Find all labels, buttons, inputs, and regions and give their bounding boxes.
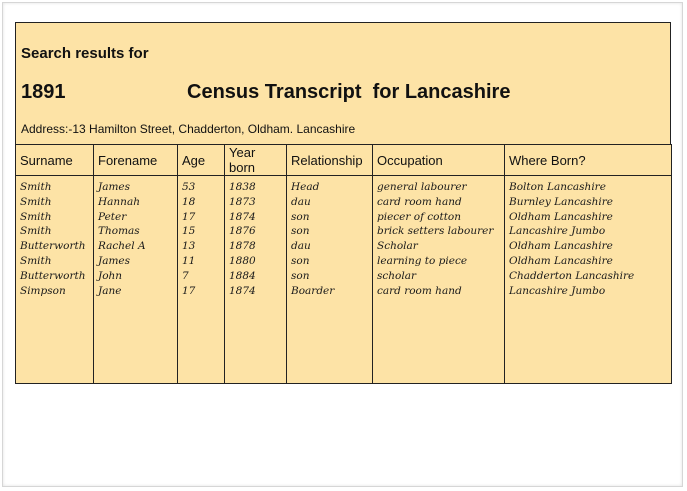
age-cell bbox=[178, 176, 225, 384]
table-cell-value: James bbox=[98, 254, 131, 267]
where-born-cell bbox=[505, 176, 672, 384]
table-cell-value: 1874 bbox=[229, 210, 256, 223]
table-cell-value: Simpson bbox=[20, 284, 66, 297]
page-title: Census Transcript for Lancashire bbox=[187, 81, 511, 103]
table-cell-value: son bbox=[291, 254, 310, 267]
census-table bbox=[15, 144, 672, 384]
table-body-row bbox=[16, 176, 672, 384]
column-header-occupation: Occupation bbox=[373, 145, 505, 176]
table-cell-value: Lancashire Jumbo bbox=[509, 225, 606, 238]
address-panel bbox=[15, 118, 671, 145]
address-text: Address:-13 Hamilton Street, Chadderton, Oldham. Lancashire bbox=[21, 122, 356, 136]
table-cell-value: Smith bbox=[20, 254, 52, 267]
table-cell-value: Butterworth bbox=[20, 269, 86, 282]
table-cell-value: card room hand bbox=[377, 195, 462, 208]
column-header-where-born: Where Born? bbox=[505, 145, 672, 176]
column-header-age: Age bbox=[178, 145, 225, 176]
table-cell-value: Oldham Lancashire bbox=[509, 254, 613, 267]
table-cell-value: Head bbox=[291, 181, 320, 193]
table-cell-value: son bbox=[291, 269, 310, 282]
table-cell-value: Oldham Lancashire bbox=[509, 210, 613, 223]
table-cell-value: 17 bbox=[182, 284, 196, 297]
table-cell-value: James bbox=[98, 181, 131, 193]
occupation-cell bbox=[373, 176, 505, 384]
table-cell-value: dau bbox=[291, 195, 311, 208]
table-cell-value: dau bbox=[291, 240, 311, 253]
table-cell-value: son bbox=[291, 225, 310, 238]
table-cell-value: 1884 bbox=[229, 269, 256, 282]
table-cell-value: 1874 bbox=[229, 284, 256, 297]
table-cell-value: Bolton Lancashire bbox=[509, 181, 606, 193]
table-cell-value: Jane bbox=[98, 284, 122, 297]
table-cell-value: Smith bbox=[20, 210, 52, 223]
table-cell-value: Rachel A bbox=[98, 240, 146, 253]
table-cell-value: 1873 bbox=[229, 195, 256, 208]
surname-cell bbox=[16, 176, 94, 384]
census-year: 1891 bbox=[21, 81, 66, 103]
table-cell-value: Smith bbox=[20, 225, 52, 238]
column-header-year-born: Year born bbox=[225, 145, 287, 176]
table-cell-value: Thomas bbox=[98, 225, 140, 238]
table-cell-value: son bbox=[291, 210, 310, 223]
table-cell-value: 1838 bbox=[229, 181, 256, 193]
table-cell-value: Chadderton Lancashire bbox=[509, 269, 635, 282]
table-cell-value: Peter bbox=[98, 210, 127, 223]
table-cell-value: scholar bbox=[377, 269, 416, 282]
table-cell-value: brick setters labourer bbox=[377, 225, 494, 238]
table-cell-value: card room hand bbox=[377, 284, 462, 297]
table-cell-value: Scholar bbox=[377, 240, 418, 253]
table-cell-value: Burnley Lancashire bbox=[509, 195, 613, 208]
table-cell-value: 15 bbox=[182, 225, 196, 238]
table-cell-value: 17 bbox=[182, 210, 196, 223]
table-cell-value: Hannah bbox=[98, 195, 140, 208]
forename-cell bbox=[94, 176, 178, 384]
table-cell-value: Smith bbox=[20, 195, 52, 208]
table-cell-value: 1878 bbox=[229, 240, 256, 253]
table-cell-value: 18 bbox=[182, 195, 196, 208]
column-header-relationship: Relationship bbox=[287, 145, 373, 176]
table-cell-value: 1880 bbox=[229, 254, 256, 267]
table-cell-value: Smith bbox=[20, 181, 52, 193]
table-cell-value: 11 bbox=[182, 254, 196, 267]
table-cell-value: Boarder bbox=[291, 284, 335, 297]
table-cell-value: 53 bbox=[182, 181, 196, 193]
column-header-forename: Forename bbox=[94, 145, 178, 176]
relationship-cell bbox=[287, 176, 373, 384]
table-header-row bbox=[16, 145, 672, 176]
table-cell-value: 7 bbox=[182, 269, 189, 282]
header-panel bbox=[15, 22, 671, 120]
table-cell-value: Lancashire Jumbo bbox=[509, 284, 606, 297]
table-cell-value: piecer of cotton bbox=[377, 210, 462, 223]
table-cell-value: 13 bbox=[182, 240, 196, 253]
table-cell-value: Oldham Lancashire bbox=[509, 240, 613, 253]
column-header-surname: Surname bbox=[16, 145, 94, 176]
search-results-label: Search results for bbox=[21, 45, 149, 62]
table-cell-value: Butterworth bbox=[20, 240, 86, 253]
table-cell-value: 1876 bbox=[229, 225, 256, 238]
table-cell-value: general labourer bbox=[377, 181, 467, 193]
year-born-cell bbox=[225, 176, 287, 384]
table-cell-value: John bbox=[98, 269, 123, 282]
table-cell-value: learning to piece bbox=[377, 254, 468, 267]
